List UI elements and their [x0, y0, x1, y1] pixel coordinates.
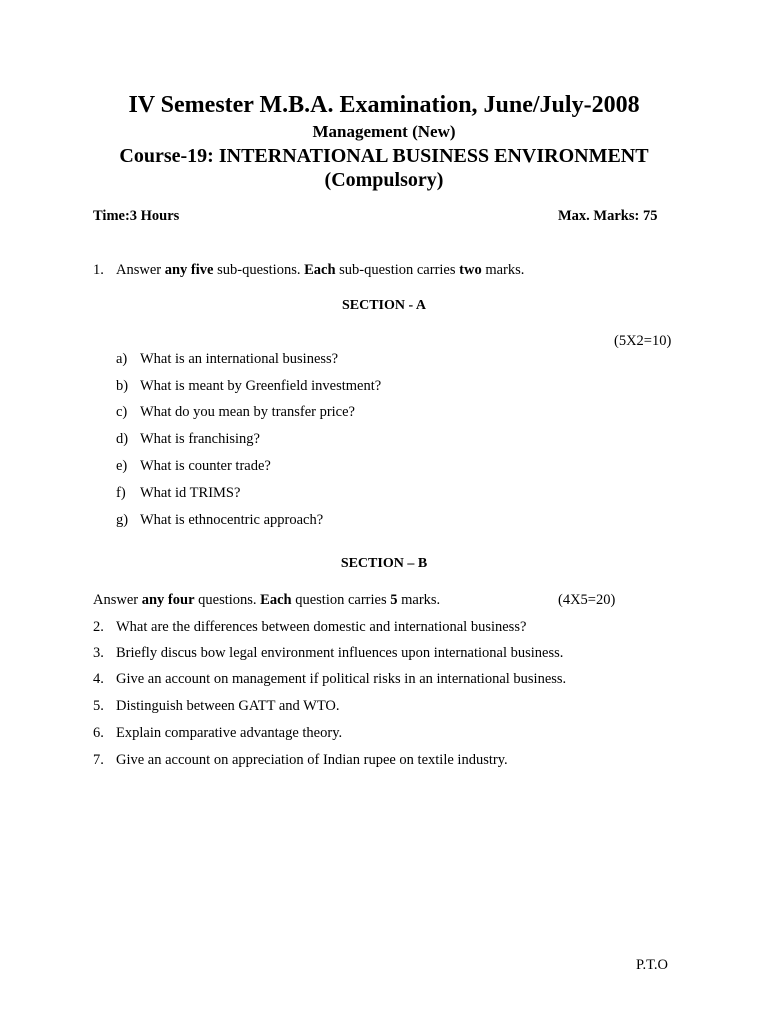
question-text: Explain comparative advantage theory.	[116, 725, 343, 741]
section-b-marks: (4X5=20)	[558, 592, 616, 608]
question-1-text	[116, 262, 524, 278]
section-b-heading: SECTION – B	[340, 556, 428, 571]
sub-question-b	[116, 378, 381, 395]
sub-question-text: What is an international business?	[140, 351, 339, 367]
question-number: 4.	[93, 671, 104, 687]
sub-question-label: f)	[116, 485, 126, 501]
question-1-text-run: sub-questions.	[213, 262, 305, 278]
compulsory-label: (Compulsory)	[324, 169, 444, 191]
question-2	[93, 619, 526, 636]
course-title: Course-19: INTERNATIONAL BUSINESS ENVIRONMENT	[119, 145, 649, 167]
question-1-instruction	[93, 262, 524, 279]
question-1-text-run: any five	[164, 262, 214, 278]
question-1-text-run: Answer	[116, 262, 165, 278]
question-3	[93, 645, 563, 662]
section-b-instruction-run: 5	[390, 592, 398, 608]
max-marks: Max. Marks: 75	[558, 208, 658, 224]
section-b-instruction	[93, 592, 440, 609]
sub-question-d	[116, 431, 260, 448]
question-4	[93, 671, 566, 688]
sub-question-label: g)	[116, 512, 129, 528]
question-number: 5.	[93, 698, 104, 714]
question-number: 7.	[93, 752, 104, 768]
question-5	[93, 698, 340, 715]
sub-question-text: What is counter trade?	[140, 458, 271, 474]
sub-question-e	[116, 458, 271, 475]
section-b-instruction-run: Each	[260, 592, 292, 608]
sub-question-g	[116, 512, 323, 529]
sub-question-label: d)	[116, 431, 129, 447]
exam-time: Time:3 Hours	[93, 208, 180, 224]
question-number: 3.	[93, 645, 104, 661]
section-b-instruction-run: marks.	[397, 592, 441, 608]
question-1-text-run: Each	[304, 262, 336, 278]
sub-question-f	[116, 485, 240, 502]
section-b-instruction-run: question carries	[291, 592, 391, 608]
question-number: 6.	[93, 725, 104, 741]
question-text: What are the differences between domestic and international business?	[116, 619, 527, 635]
sub-question-text: What do you mean by transfer price?	[140, 404, 355, 420]
question-1-text-run: two	[459, 262, 482, 278]
section-a-marks: (5X2=10)	[614, 333, 672, 349]
sub-question-label: c)	[116, 404, 128, 420]
sub-question-text: What is franchising?	[140, 431, 260, 447]
sub-question-label: a)	[116, 351, 128, 367]
sub-question-text: What id TRIMS?	[140, 485, 241, 501]
section-b-instruction-run: any four	[141, 592, 195, 608]
exam-title: IV Semester M.B.A. Examination, June/July-2008	[128, 92, 640, 118]
question-number: 2.	[93, 619, 104, 635]
question-text: Give an account on management if political risks in an international business.	[116, 671, 567, 687]
sub-question-a	[116, 351, 338, 368]
sub-question-text: What is meant by Greenfield investment?	[140, 378, 382, 394]
sub-question-label: e)	[116, 458, 128, 474]
section-b-instruction-run: Answer	[93, 592, 142, 608]
question-text: Distinguish between GATT and WTO.	[116, 698, 340, 714]
sub-question-c	[116, 404, 355, 421]
sub-question-text: What is ethnocentric approach?	[140, 512, 324, 528]
question-text: Briefly discus bow legal environment influences upon international business.	[116, 645, 564, 661]
sub-question-label: b)	[116, 378, 129, 394]
section-a-heading: SECTION - A	[341, 298, 427, 313]
question-text: Give an account on appreciation of Indian rupee on textile industry.	[116, 752, 508, 768]
exam-subtitle: Management (New)	[312, 122, 456, 141]
section-b-instruction-run: questions.	[194, 592, 261, 608]
question-number: 1.	[93, 262, 104, 278]
page-turn-over: P.T.O	[636, 957, 668, 973]
question-6	[93, 725, 342, 742]
question-1-text-run: sub-question carries	[335, 262, 460, 278]
question-7	[93, 752, 508, 769]
question-1-text-run: marks.	[481, 262, 525, 278]
